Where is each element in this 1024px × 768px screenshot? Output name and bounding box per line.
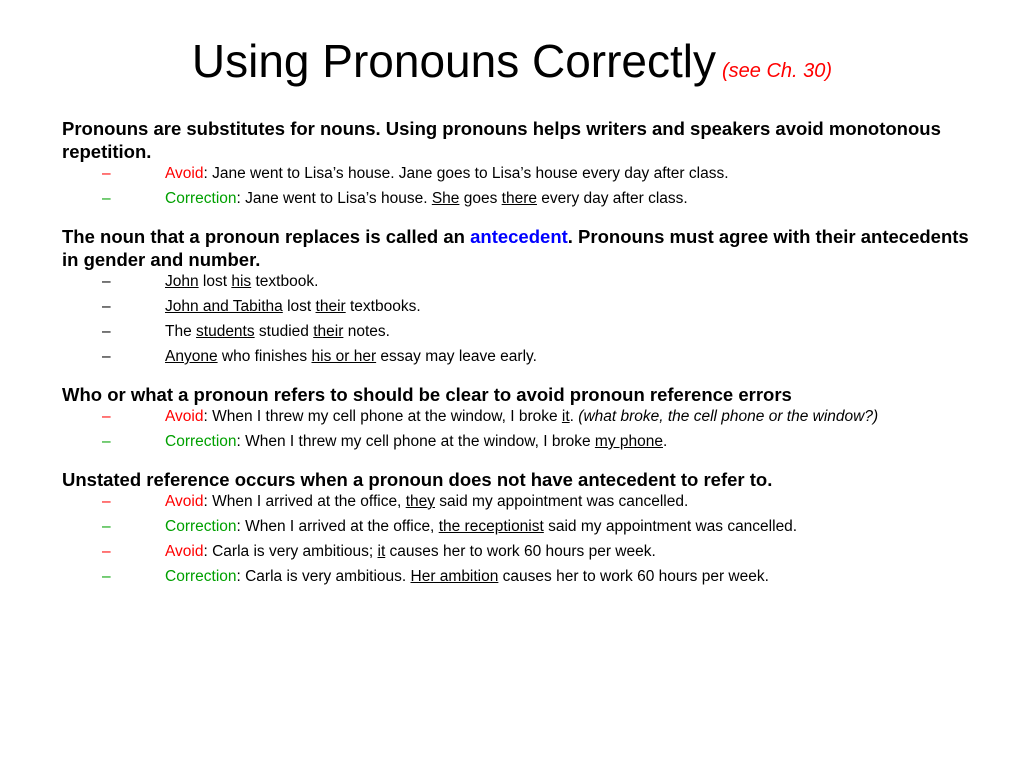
correction-label: Correction bbox=[165, 433, 237, 450]
dash-bullet-icon: – bbox=[102, 323, 111, 340]
avoid-label: Avoid bbox=[165, 408, 204, 425]
underlined-pronoun: there bbox=[501, 190, 537, 207]
example-avoid bbox=[62, 165, 982, 183]
underlined-noun: my phone bbox=[594, 433, 663, 450]
example-avoid bbox=[62, 543, 982, 561]
dash-bullet-icon: – bbox=[102, 348, 111, 365]
dash-bullet-icon: – bbox=[102, 568, 111, 585]
example-text: causes her to work 60 hours per week. bbox=[385, 543, 656, 560]
underlined-noun: Her ambition bbox=[410, 568, 499, 585]
example-list bbox=[62, 408, 982, 451]
dash-bullet-icon: – bbox=[102, 298, 111, 315]
underlined-pronoun: it bbox=[561, 408, 570, 425]
example-text: notes. bbox=[343, 323, 390, 340]
chapter-reference: (see Ch. 30) bbox=[722, 60, 833, 82]
example-item bbox=[62, 348, 982, 366]
heading-text: . Pronouns must agree with their antecedents in gender and number. bbox=[62, 226, 969, 270]
dash-bullet-icon: – bbox=[102, 543, 111, 560]
heading-text: The noun that a pronoun replaces is called an bbox=[62, 226, 471, 247]
avoid-label: Avoid bbox=[165, 543, 204, 560]
dash-bullet-icon: – bbox=[102, 493, 111, 510]
section-unstated-reference bbox=[62, 468, 982, 586]
underlined-antecedent: John bbox=[165, 273, 199, 290]
section-heading bbox=[62, 225, 982, 271]
avoid-label: Avoid bbox=[165, 493, 204, 510]
example-text: : When I threw my cell phone at the window, I broke bbox=[236, 433, 595, 450]
dash-bullet-icon: – bbox=[102, 190, 111, 207]
section-heading: Unstated reference occurs when a pronoun does not have antecedent to refer to. bbox=[62, 469, 773, 490]
example-text: every day after class. bbox=[536, 190, 688, 207]
correction-label: Correction bbox=[165, 568, 237, 585]
example-correction bbox=[62, 518, 982, 536]
correction-label: Correction bbox=[165, 518, 237, 535]
section-heading: Pronouns are substitutes for nouns. Using pronouns helps writers and speakers avoid monotonous repetition. bbox=[62, 118, 941, 162]
example-text: : Jane went to Lisa’s house. bbox=[236, 190, 432, 207]
example-text: said my appointment was cancelled. bbox=[543, 518, 798, 535]
example-item bbox=[62, 273, 982, 291]
section-antecedent bbox=[62, 225, 982, 366]
underlined-antecedent: John and Tabitha bbox=[165, 298, 283, 315]
example-avoid bbox=[62, 493, 982, 511]
underlined-pronoun: their bbox=[313, 323, 344, 340]
example-text: studied bbox=[254, 323, 314, 340]
example-avoid bbox=[62, 408, 982, 426]
dash-bullet-icon: – bbox=[102, 165, 111, 182]
example-item bbox=[62, 298, 982, 316]
example-correction bbox=[62, 568, 982, 586]
avoid-label: Avoid bbox=[165, 165, 204, 182]
example-correction bbox=[62, 433, 982, 451]
example-text: The bbox=[165, 323, 197, 340]
page-title: Using Pronouns Correctly bbox=[191, 35, 717, 87]
section-heading: Who or what a pronoun refers to should be clear to avoid pronoun reference errors bbox=[62, 384, 792, 405]
underlined-noun: the receptionist bbox=[438, 518, 544, 535]
underlined-pronoun: their bbox=[315, 298, 346, 315]
example-text: . bbox=[569, 408, 579, 425]
example-text: said my appointment was cancelled. bbox=[435, 493, 689, 510]
underlined-pronoun: it bbox=[377, 543, 386, 560]
underlined-pronoun: they bbox=[405, 493, 435, 510]
example-text: lost bbox=[282, 298, 316, 315]
example-text: essay may leave early. bbox=[376, 348, 537, 365]
antecedent-keyword: antecedent bbox=[470, 226, 568, 247]
example-text: : Jane went to Lisa’s house. Jane goes to Lisa’s house every day after class. bbox=[203, 165, 729, 182]
example-text: : Carla is very ambitious. bbox=[236, 568, 411, 585]
dash-bullet-icon: – bbox=[102, 518, 111, 535]
example-text: : When I arrived at the office, bbox=[203, 493, 406, 510]
example-text: who finishes bbox=[217, 348, 312, 365]
underlined-pronoun: his or her bbox=[311, 348, 377, 365]
section-pronoun-definition bbox=[62, 117, 982, 208]
underlined-pronoun: his bbox=[231, 273, 252, 290]
correction-label: Correction bbox=[165, 190, 237, 207]
example-text: goes bbox=[459, 190, 502, 207]
underlined-antecedent: students bbox=[196, 323, 255, 340]
example-list bbox=[62, 165, 982, 208]
example-text: textbooks. bbox=[345, 298, 421, 315]
example-text: lost bbox=[198, 273, 232, 290]
underlined-pronoun: She bbox=[431, 190, 460, 207]
slide-title bbox=[0, 35, 1024, 87]
example-correction bbox=[62, 190, 982, 208]
example-text: textbook. bbox=[251, 273, 319, 290]
example-text: : When I threw my cell phone at the window, I broke bbox=[203, 408, 562, 425]
section-reference-errors bbox=[62, 383, 982, 451]
example-text: . bbox=[662, 433, 668, 450]
example-text: : Carla is very ambitious; bbox=[203, 543, 378, 560]
example-list bbox=[62, 493, 982, 586]
example-text: causes her to work 60 hours per week. bbox=[498, 568, 769, 585]
example-text: : When I arrived at the office, bbox=[236, 518, 439, 535]
italic-note: (what broke, the cell phone or the window?) bbox=[578, 408, 879, 425]
example-item bbox=[62, 323, 982, 341]
dash-bullet-icon: – bbox=[102, 273, 111, 290]
example-list bbox=[62, 273, 982, 366]
slide-body bbox=[62, 117, 982, 593]
dash-bullet-icon: – bbox=[102, 408, 111, 425]
underlined-antecedent: Anyone bbox=[165, 348, 218, 365]
dash-bullet-icon: – bbox=[102, 433, 111, 450]
